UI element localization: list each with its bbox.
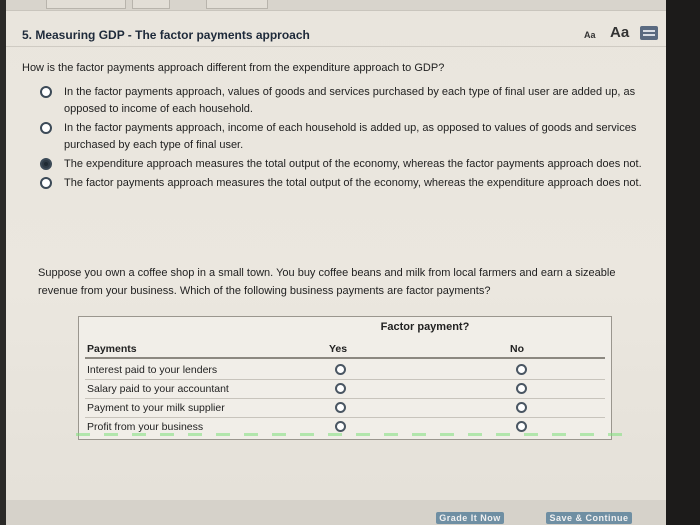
radio-button[interactable] — [40, 177, 52, 189]
question-prompt: How is the factor payments approach different from the expenditure approach to GDP? — [22, 62, 445, 74]
toolbar-tab[interactable] — [46, 0, 126, 9]
question-title: 5. Measuring GDP - The factor payments approach — [22, 28, 310, 42]
no-radio[interactable] — [516, 364, 527, 375]
yes-radio[interactable] — [335, 402, 346, 413]
decrease-font-button[interactable]: Aa — [584, 30, 596, 40]
question-header — [6, 10, 666, 47]
option-text: In the factor payments approach, values of goods and services purchased by each type of final user are added up, as opposed to income of each household. — [64, 86, 636, 115]
yes-radio[interactable] — [335, 383, 346, 394]
answer-options — [36, 84, 651, 194]
payment-label: Payment to your milk supplier — [87, 402, 225, 414]
table-row — [85, 379, 605, 399]
payments-header: Payments — [87, 343, 137, 355]
table-row — [85, 398, 605, 418]
increase-font-button[interactable]: Aa — [610, 24, 630, 41]
monitor-bezel — [666, 0, 700, 525]
answer-option[interactable] — [36, 175, 651, 192]
radio-button[interactable] — [40, 122, 52, 134]
toolbar-tab[interactable] — [132, 0, 170, 9]
payment-label: Profit from your business — [87, 421, 204, 433]
factor-payment-table — [78, 316, 612, 440]
screen — [6, 0, 666, 525]
no-radio[interactable] — [516, 402, 527, 413]
answer-option[interactable] — [36, 156, 651, 173]
table-row — [85, 360, 605, 380]
radio-button[interactable] — [40, 86, 52, 98]
yes-radio[interactable] — [335, 364, 346, 375]
no-radio[interactable] — [516, 383, 527, 394]
table-caption: Factor payment? — [380, 321, 470, 333]
grade-it-now-button[interactable]: Grade It Now — [436, 512, 504, 524]
toolbar-tab[interactable] — [206, 0, 268, 9]
payment-label: Interest paid to your lenders — [87, 364, 218, 376]
yes-radio[interactable] — [335, 421, 346, 432]
table-header-row — [85, 341, 605, 359]
answer-option[interactable] — [36, 84, 651, 118]
option-text: In the factor payments approach, income of each household is added up, as opposed to values of goods and services purchased by each type of final user. — [64, 122, 637, 151]
no-header: No — [510, 343, 524, 355]
no-radio[interactable] — [516, 421, 527, 432]
option-text: The factor payments approach measures the total output of the economy, whereas the expenditure approach does not. — [64, 177, 642, 189]
option-text: The expenditure approach measures the total output of the economy, whereas the factor payments approach does not. — [64, 158, 642, 170]
scenario-text: Suppose you own a coffee shop in a small town. You buy coffee beans and milk from local farmers and earn a sizeable revenue from your business. Which of the following business payments are factor payments? — [38, 267, 616, 297]
screen-glare — [76, 433, 636, 436]
save-continue-button[interactable]: Save & Continue — [546, 512, 632, 524]
payment-label: Salary paid to your accountant — [87, 383, 229, 395]
radio-button-selected[interactable] — [40, 158, 52, 170]
print-icon[interactable] — [640, 26, 658, 40]
answer-option[interactable] — [36, 120, 651, 154]
yes-header: Yes — [329, 343, 348, 355]
